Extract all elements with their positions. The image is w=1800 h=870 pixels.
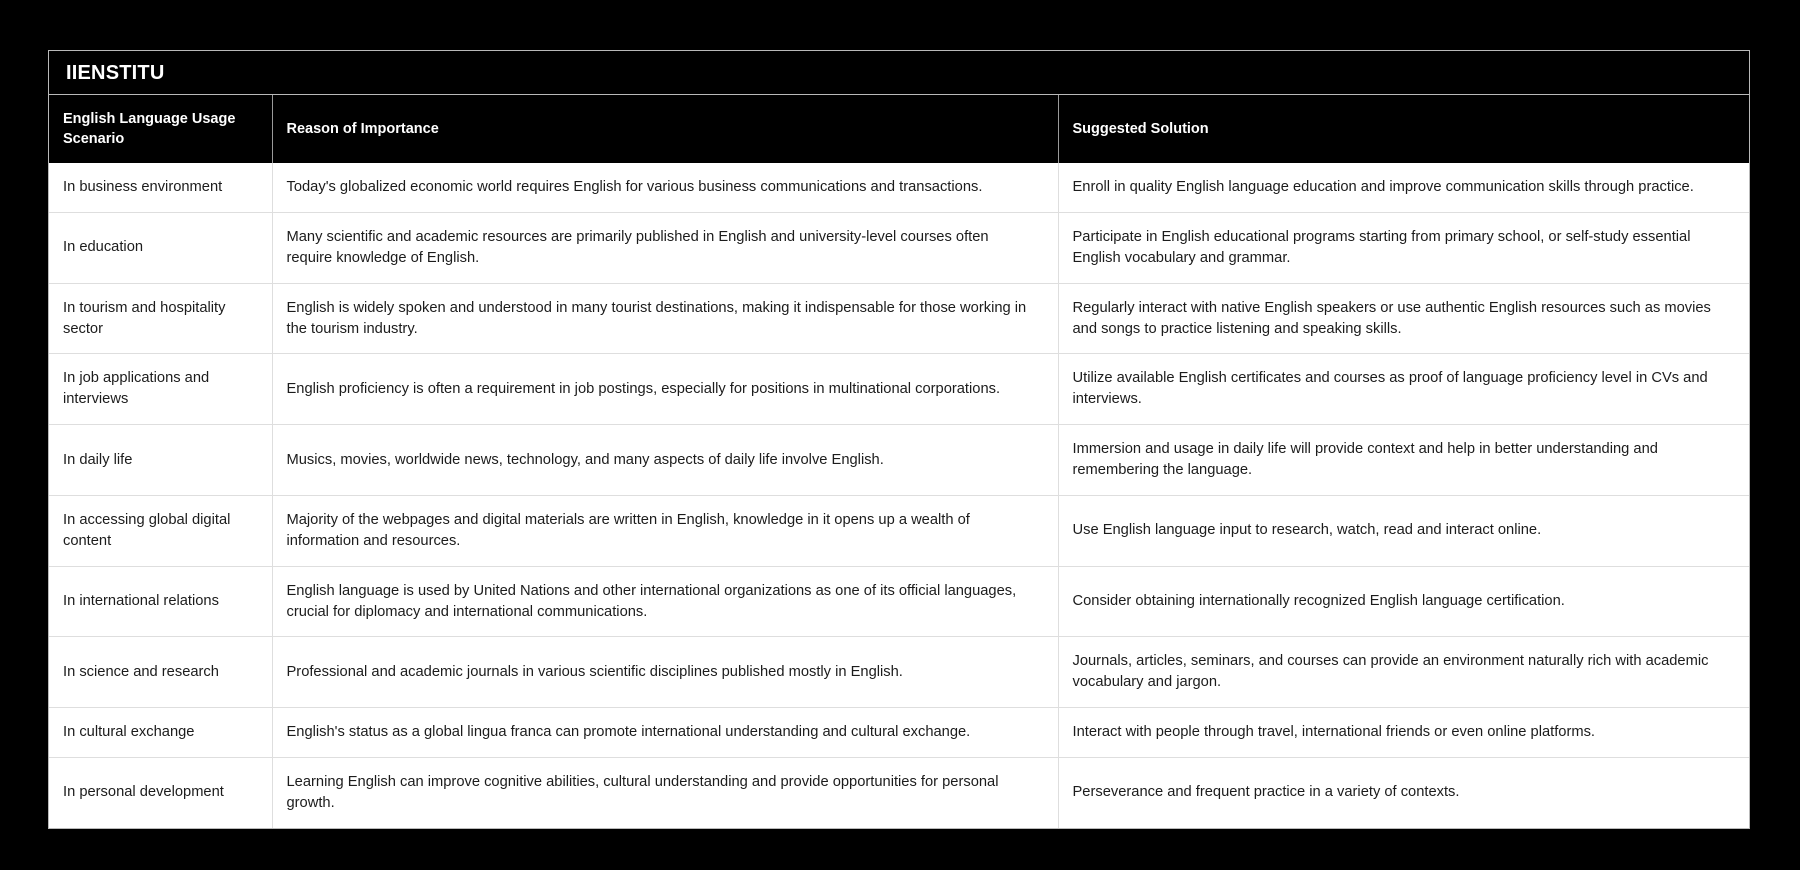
cell-scenario: In business environment	[49, 163, 272, 212]
cell-reason: English is widely spoken and understood in many tourist destinations, making it indispensable for those working in the tourism industry.	[272, 283, 1058, 354]
cell-reason: Today's globalized economic world requires English for various business communications and transactions.	[272, 163, 1058, 212]
cell-reason: Majority of the webpages and digital materials are written in English, knowledge in it opens up a wealth of information and resources.	[272, 495, 1058, 566]
table-head	[49, 95, 1749, 163]
brand-title: IIENSTITU	[66, 61, 165, 84]
table-row	[49, 637, 1749, 708]
column-header-scenario: English Language Usage Scenario	[49, 95, 272, 163]
cell-solution: Enroll in quality English language education and improve communication skills through practice.	[1058, 163, 1749, 212]
cell-solution: Immersion and usage in daily life will provide context and help in better understanding and remembering the language.	[1058, 425, 1749, 496]
cell-reason: Musics, movies, worldwide news, technology, and many aspects of daily life involve English.	[272, 425, 1058, 496]
cell-scenario: In international relations	[49, 566, 272, 637]
table-header-row	[49, 95, 1749, 163]
table-row	[49, 708, 1749, 758]
cell-scenario: In accessing global digital content	[49, 495, 272, 566]
cell-solution: Participate in English educational programs starting from primary school, or self-study essential English vocabulary and grammar.	[1058, 212, 1749, 283]
cell-reason: Professional and academic journals in various scientific disciplines published mostly in English.	[272, 637, 1058, 708]
cell-scenario: In tourism and hospitality sector	[49, 283, 272, 354]
table-row	[49, 283, 1749, 354]
table-row	[49, 495, 1749, 566]
cell-solution: Consider obtaining internationally recognized English language certification.	[1058, 566, 1749, 637]
table-card	[48, 50, 1750, 829]
cell-solution: Use English language input to research, watch, read and interact online.	[1058, 495, 1749, 566]
column-header-solution: Suggested Solution	[1058, 95, 1749, 163]
cell-solution: Journals, articles, seminars, and courses can provide an environment naturally rich with academic vocabulary and jargon.	[1058, 637, 1749, 708]
cell-solution: Utilize available English certificates and courses as proof of language proficiency level in CVs and interviews.	[1058, 354, 1749, 425]
cell-solution: Interact with people through travel, international friends or even online platforms.	[1058, 708, 1749, 758]
cell-solution: Regularly interact with native English speakers or use authentic English resources such as movies and songs to practice listening and speaking skills.	[1058, 283, 1749, 354]
cell-reason: English's status as a global lingua franca can promote international understanding and cultural exchange.	[272, 708, 1058, 758]
cell-scenario: In cultural exchange	[49, 708, 272, 758]
brand-bar	[49, 51, 1749, 95]
table-row	[49, 566, 1749, 637]
column-header-reason: Reason of Importance	[272, 95, 1058, 163]
english-usage-table	[49, 95, 1749, 828]
table-row	[49, 163, 1749, 212]
cell-scenario: In personal development	[49, 758, 272, 828]
table-row	[49, 354, 1749, 425]
cell-solution: Perseverance and frequent practice in a variety of contexts.	[1058, 758, 1749, 828]
cell-reason: Many scientific and academic resources are primarily published in English and university-level courses often require knowledge of English.	[272, 212, 1058, 283]
cell-reason: English proficiency is often a requirement in job postings, especially for positions in multinational corporations.	[272, 354, 1058, 425]
table-body	[49, 163, 1749, 828]
table-row	[49, 212, 1749, 283]
cell-scenario: In science and research	[49, 637, 272, 708]
cell-scenario: In daily life	[49, 425, 272, 496]
cell-reason: Learning English can improve cognitive abilities, cultural understanding and provide opportunities for personal growth.	[272, 758, 1058, 828]
cell-scenario: In education	[49, 212, 272, 283]
table-row	[49, 758, 1749, 828]
cell-scenario: In job applications and interviews	[49, 354, 272, 425]
table-row	[49, 425, 1749, 496]
cell-reason: English language is used by United Nations and other international organizations as one of its official languages, crucial for diplomacy and international communications.	[272, 566, 1058, 637]
